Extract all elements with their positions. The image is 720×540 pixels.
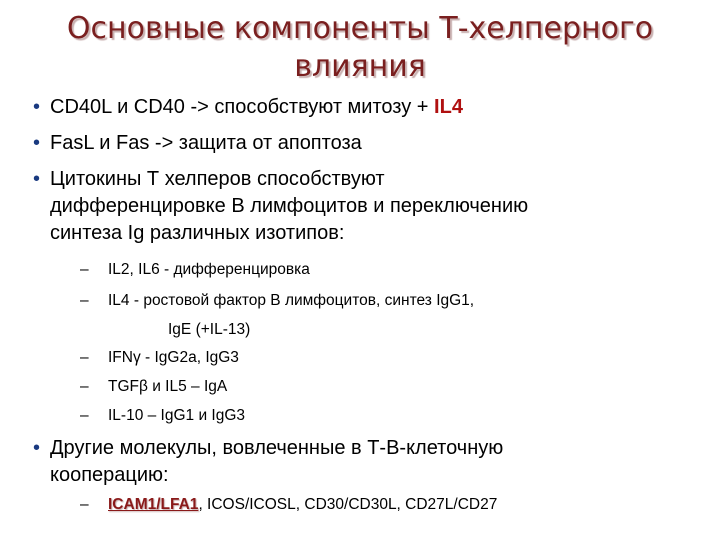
sub-item-il2-text: IL2, IL6 - дифференцировка: [108, 261, 310, 278]
bullet-dot: •: [33, 437, 41, 459]
bullet-fas-text: FasL и Fas -> защита от апоптоза: [50, 132, 362, 154]
sub-item-il4: [80, 291, 688, 311]
sub-dash: –: [80, 378, 89, 395]
sub-item-il4-cont: [168, 320, 668, 340]
slide-title: [40, 10, 680, 86]
sub-dash: –: [80, 407, 89, 424]
sub-item-il10: [80, 406, 688, 426]
bullet-cytokines-line-3: синтеза Ig различных изотипов:: [50, 222, 345, 244]
sub-item-icam-rest: , ICOS/ICOSL, CD30/CD30L, CD27L/CD27: [198, 496, 498, 513]
sub-item-il4-text: IL4 - ростовой фактор В лимфоцитов, синтез IgG1,: [108, 292, 475, 309]
bullet-cytokines-line-2: дифференцировке В лимфоцитов и переключению: [50, 195, 529, 217]
bullet-cytokines-line-1: Цитокины Т хелперов способствуют: [50, 168, 385, 190]
sub-item-tgf: [80, 377, 688, 397]
bullet-dot: •: [33, 132, 41, 154]
sub-item-il10-text: IL-10 – IgG1 и IgG3: [108, 407, 246, 424]
bullet-cd40-text: CD40L и CD40 -> способствуют митозу +: [50, 96, 435, 118]
bullet-other-line-1: Другие молекулы, вовлеченные в Т-В-клеточную: [50, 437, 504, 459]
bullet-cytokines: [33, 166, 690, 247]
sub-item-ifn-text: IFNγ - IgG2a, IgG3: [108, 349, 239, 366]
bullet-dot: •: [33, 96, 41, 118]
title-line-2: влияния: [294, 49, 426, 84]
icam-lfa-highlight: ICAM1/LFA1: [108, 496, 199, 513]
bullet-other-line-2: кооперацию:: [50, 464, 169, 486]
sub-dash: –: [80, 496, 89, 513]
sub-item-il4-cont-text: IgE (+IL-13): [168, 321, 251, 338]
bullet-other-molecules: [33, 435, 690, 489]
sub-item-tgf-text: TGFβ и IL5 – IgA: [108, 378, 228, 395]
sub-item-il2: [80, 260, 688, 280]
bullet-fas: [33, 130, 690, 157]
bullet-cd40: [33, 94, 690, 121]
sub-dash: –: [80, 349, 89, 366]
title-line-1: Основные компоненты Т-хелперного: [66, 11, 654, 46]
il4-highlight: IL4: [434, 96, 463, 118]
bullet-dot: •: [33, 168, 41, 190]
sub-dash: –: [80, 292, 89, 309]
sub-item-ifn: [80, 348, 688, 368]
sub-item-icam: [80, 495, 688, 515]
sub-dash: –: [80, 261, 89, 278]
